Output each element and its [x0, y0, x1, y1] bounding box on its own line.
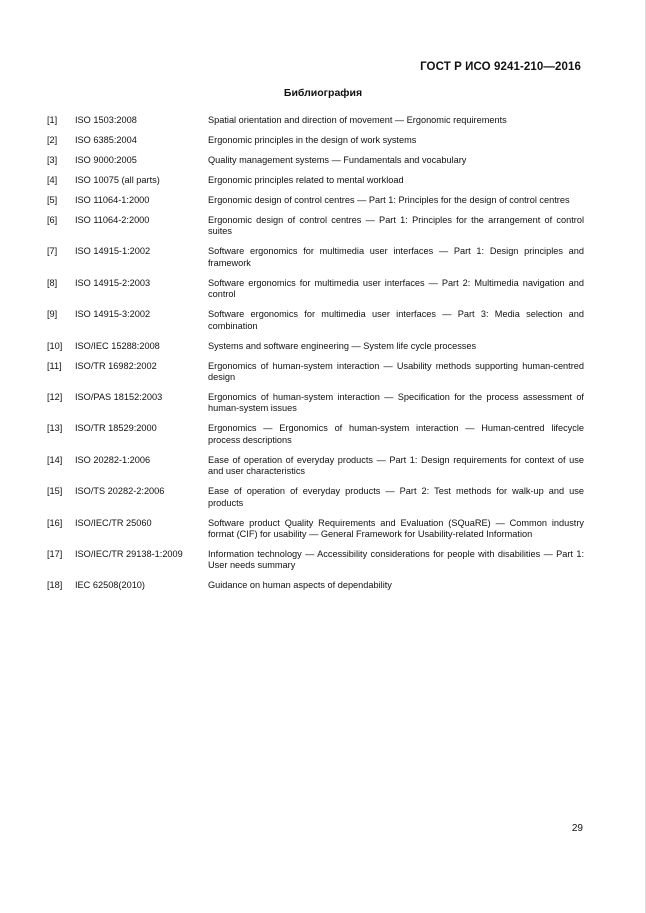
entry-number: [8]: [47, 277, 58, 288]
bibliography-entry: [47, 518, 584, 541]
bibliography-entry: [47, 549, 584, 572]
entry-standard-code: ISO/PAS 18152:2003: [75, 392, 163, 403]
bibliography-entry: [47, 278, 584, 301]
entry-title: Ease of operation of everyday products — Part 1: Design requirements for context of use and user characteristics: [208, 454, 584, 477]
entry-number: [9]: [47, 309, 58, 320]
entry-number: [17]: [47, 549, 63, 560]
entry-title: Ease of operation of everyday products — Part 2: Test methods for walk-up and use products: [208, 486, 584, 508]
bibliography-entry: [47, 215, 584, 238]
entry-standard-code: ISO/TS 20282-2:2006: [75, 486, 165, 497]
entry-standard-code: ISO 14915-1:2002: [75, 246, 151, 257]
entry-title: Spatial orientation and direction of movement — Ergonomic requirements: [208, 115, 507, 125]
entry-title: Quality management systems — Fundamentals and vocabulary: [208, 155, 467, 165]
bibliography-list: [47, 115, 584, 600]
bibliography-entry: [47, 135, 584, 146]
page-number: 29: [571, 823, 583, 834]
bibliography-entry: [47, 455, 584, 478]
entry-number: [2]: [47, 135, 58, 145]
entry-number: [10]: [47, 340, 63, 351]
bibliography-entry: [47, 195, 584, 206]
entry-title: Ergonomics of human-system interaction — Usability methods supporting human-centred design: [208, 360, 584, 383]
entry-title: Ergonomic principles in the design of work systems: [208, 135, 417, 145]
entry-number: [18]: [47, 580, 63, 591]
bibliography-entry: [47, 246, 584, 269]
entry-standard-code: ISO 10075 (all parts): [75, 175, 160, 185]
bibliography-entry: [47, 341, 584, 352]
entry-number: [4]: [47, 175, 58, 185]
entry-standard-code: ISO 14915-2:2003: [75, 277, 151, 288]
bibliography-entry: [47, 580, 584, 591]
entry-number: [5]: [47, 195, 58, 205]
standard-header: ГОСТ Р ИСО 9241-210—2016: [420, 61, 581, 73]
entry-number: [7]: [47, 246, 58, 257]
entry-number: [13]: [47, 423, 63, 434]
entry-title: Software ergonomics for multimedia user interfaces — Part 1: Design principles and framework: [208, 246, 584, 268]
entry-title: Ergonomic design of control centres — Part 1: Principles for the arrangement of control suites: [208, 215, 584, 237]
entry-title: Software product Quality Requirements and Evaluation (SQuaRE) — Common industry format (CIF) for usability — General Framework for Usability-related Information: [208, 517, 584, 540]
entry-title: Ergonomics — Ergonomics of human-system interaction — Human-centred lifecycle process descriptions: [208, 423, 584, 445]
entry-title: Information technology — Accessibility considerations for people with disabilities — Part 1: User needs summary: [208, 549, 584, 571]
entry-standard-code: ISO/TR 16982:2002: [75, 360, 157, 371]
entry-standard-code: ISO/IEC/TR 25060: [75, 517, 152, 528]
entry-title: Software ergonomics for multimedia user interfaces — Part 2: Multimedia navigation and control: [208, 277, 584, 300]
entry-number: [15]: [47, 486, 63, 497]
entry-number: [3]: [47, 155, 58, 165]
bibliography-entry: [47, 155, 584, 166]
entry-standard-code: ISO 20282-1:2006: [75, 454, 151, 465]
bibliography-entry: [47, 392, 584, 415]
entry-number: [11]: [47, 360, 62, 371]
bibliography-entry: [47, 175, 584, 186]
entry-title: Software ergonomics for multimedia user interfaces — Part 3: Media selection and combination: [208, 309, 584, 331]
bibliography-entry: [47, 486, 584, 509]
entry-standard-code: IEC 62508(2010): [75, 580, 145, 591]
entry-standard-code: ISO 1503:2008: [75, 115, 137, 125]
entry-standard-code: ISO 14915-3:2002: [75, 309, 151, 320]
entry-title: Guidance on human aspects of dependability: [208, 580, 392, 591]
bibliography-entry: [47, 361, 584, 384]
entry-standard-code: ISO/IEC 15288:2008: [75, 340, 160, 351]
entry-title: Ergonomics of human-system interaction — Specification for the process assessment of human-system issues: [208, 392, 584, 414]
entry-number: [1]: [47, 115, 58, 125]
entry-standard-code: ISO 11064-2:2000: [75, 215, 150, 225]
bibliography-entry: [47, 423, 584, 446]
entry-standard-code: ISO/IEC/TR 29138-1:2009: [75, 549, 183, 560]
entry-standard-code: ISO 11064-1:2000: [75, 195, 150, 205]
entry-number: [14]: [47, 454, 63, 465]
entry-title: Ergonomic design of control centres — Part 1: Principles for the design of control centres: [208, 195, 570, 205]
entry-standard-code: ISO 6385:2004: [75, 135, 137, 145]
bibliography-entry: [47, 115, 584, 126]
entry-title: Ergonomic principles related to mental workload: [208, 175, 404, 185]
entry-standard-code: ISO/TR 18529:2000: [75, 423, 157, 434]
entry-title: Systems and software engineering — System life cycle processes: [208, 340, 477, 351]
entry-number: [6]: [47, 215, 58, 225]
section-title: Библиография: [283, 87, 363, 99]
entry-number: [12]: [47, 392, 63, 403]
entry-standard-code: ISO 9000:2005: [75, 155, 137, 165]
entry-number: [16]: [47, 517, 63, 528]
bibliography-entry: [47, 309, 584, 332]
